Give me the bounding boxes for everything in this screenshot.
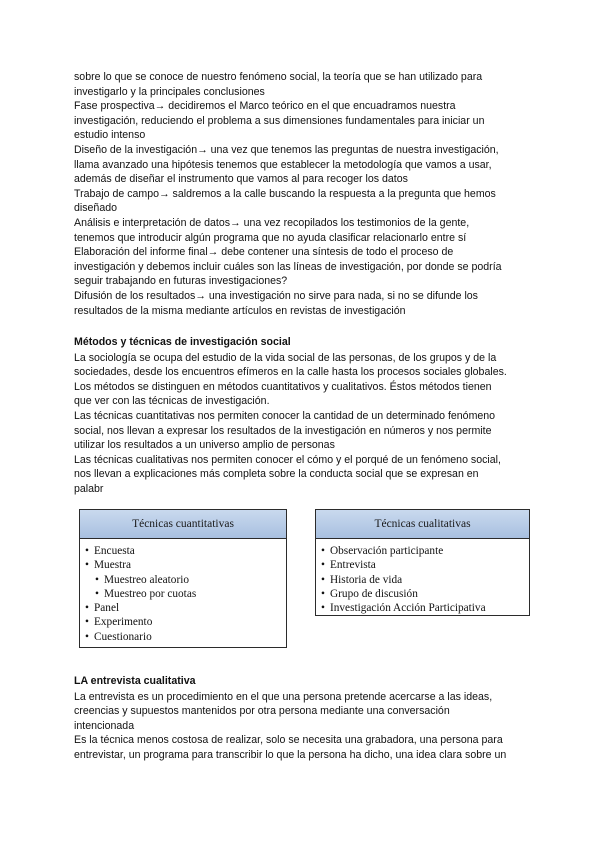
- text-line: creencias y supuestos mantenidos por otra persona mediante una conversación: [74, 705, 450, 718]
- techniques-tables: [79, 509, 529, 649]
- text-line: estudio intenso: [74, 129, 146, 142]
- list-item: • Grupo de discusión: [320, 587, 529, 601]
- text-line: Diseño de la investigación→ una vez que tenemos las preguntas de nuestra investigación,: [74, 143, 499, 156]
- text-line: sociedades, desde los encuentros efímeros en la calle hasta los procesos sociales globales.: [74, 366, 507, 379]
- text-line: Los métodos se distinguen en métodos cuantitativos y cualitativos. Éstos métodos tienen: [74, 380, 492, 393]
- text-line: Las técnicas cuantitativas nos permiten conocer la cantidad de un determinado fenómeno: [74, 409, 496, 422]
- list-item: • Cuestionario: [84, 630, 286, 644]
- quantitative-list: [80, 539, 286, 644]
- text-line: social, nos llevan a expresar los resultados de la investigación en números y nos permite: [74, 424, 492, 437]
- section-heading: Métodos y técnicas de investigación social: [74, 336, 291, 348]
- text-line: Difusión de los resultados→ una investigación no sirve para nada, si no se difunde los: [74, 289, 478, 302]
- list-item: • Muestreo aleatorio: [84, 573, 286, 587]
- text-line: utilizar los resultados a un universo amplio de personas: [74, 439, 335, 452]
- text-line: además de diseñar el instrumento que vamos al para recoger los datos: [74, 173, 408, 186]
- text-line: Fase prospectiva→ decidiremos el Marco teórico en el que encuadramos nuestra: [74, 100, 456, 113]
- list-item: • Observación participante: [320, 544, 529, 558]
- list-item: • Panel: [84, 601, 286, 615]
- section-metodos: [74, 335, 536, 497]
- text-line: intencionada: [74, 719, 135, 732]
- text-line: investigación, reduciendo el problema a sus dimensiones fundamentales para iniciar un: [74, 114, 485, 127]
- quantitative-box: [79, 509, 287, 648]
- qualitative-list: [316, 539, 529, 615]
- text-line: Trabajo de campo→ saldremos a la calle buscando la respuesta a la pregunta que hemos: [74, 187, 496, 200]
- qualitative-title: Técnicas cualitativas: [316, 510, 529, 539]
- text-line: Es la técnica menos costosa de realizar, solo se necesita una grabadora, una persona para: [74, 734, 503, 747]
- list-item: • Muestra: [84, 558, 286, 572]
- text-line: Las técnicas cualitativas nos permiten conocer el cómo y el porqué de un fenómeno social,: [74, 453, 501, 466]
- text-line: La sociología se ocupa del estudio de la vida social de las personas, de los grupos y de la: [74, 351, 497, 364]
- quantitative-title: Técnicas cuantitativas: [80, 510, 286, 539]
- text-line: nos llevan a explicaciones más completa sobre la conducta social que se expresan en: [74, 468, 479, 481]
- text-line: Análisis e interpretación de datos→ una vez recopilados los testimonios de la gente,: [74, 216, 470, 229]
- text-line: llama avanzado una hipótesis tenemos que establecer la metodología que vamos a usar,: [74, 158, 492, 171]
- list-item: • Encuesta: [84, 544, 286, 558]
- list-item: • Entrevista: [320, 558, 529, 572]
- intro-text: [74, 70, 536, 318]
- text-line: entrevistar, un programa para transcribir lo que la persona ha dicho, una idea clara sobre un: [74, 748, 507, 761]
- text-line: palabr: [74, 482, 104, 495]
- list-item: • Historia de vida: [320, 573, 529, 587]
- section-entrevista: [74, 674, 536, 763]
- text-line: La entrevista es un procedimiento en el que una persona pretende acercarse a las ideas,: [74, 690, 493, 703]
- list-item: • Experimento: [84, 615, 286, 629]
- text-line: tenemos que introducir algún programa que no ayuda clasificar relacionarlo entre sí: [74, 231, 467, 244]
- list-item: • Investigación Acción Participativa: [320, 601, 529, 615]
- text-line: Elaboración del informe final→ debe contener una síntesis de todo el proceso de: [74, 246, 454, 259]
- text-line: sobre lo que se conoce de nuestro fenómeno social, la teoría que se han utilizado para: [74, 71, 483, 83]
- text-line: investigarlo y la principales conclusiones: [74, 85, 265, 98]
- list-item: • Muestreo por cuotas: [84, 587, 286, 601]
- text-line: investigación y debemos incluir cuáles son las líneas de investigación, por donde se podría: [74, 260, 502, 273]
- section-heading: LA entrevista cualitativa: [74, 675, 196, 687]
- text-line: resultados de la misma mediante artículos en revistas de investigación: [74, 304, 406, 317]
- text-line: seguir trabajando en futuras investigaciones?: [74, 275, 288, 288]
- text-line: que ver con las técnicas de investigación.: [74, 395, 270, 408]
- qualitative-box: [315, 509, 530, 616]
- text-line: diseñado: [74, 202, 118, 215]
